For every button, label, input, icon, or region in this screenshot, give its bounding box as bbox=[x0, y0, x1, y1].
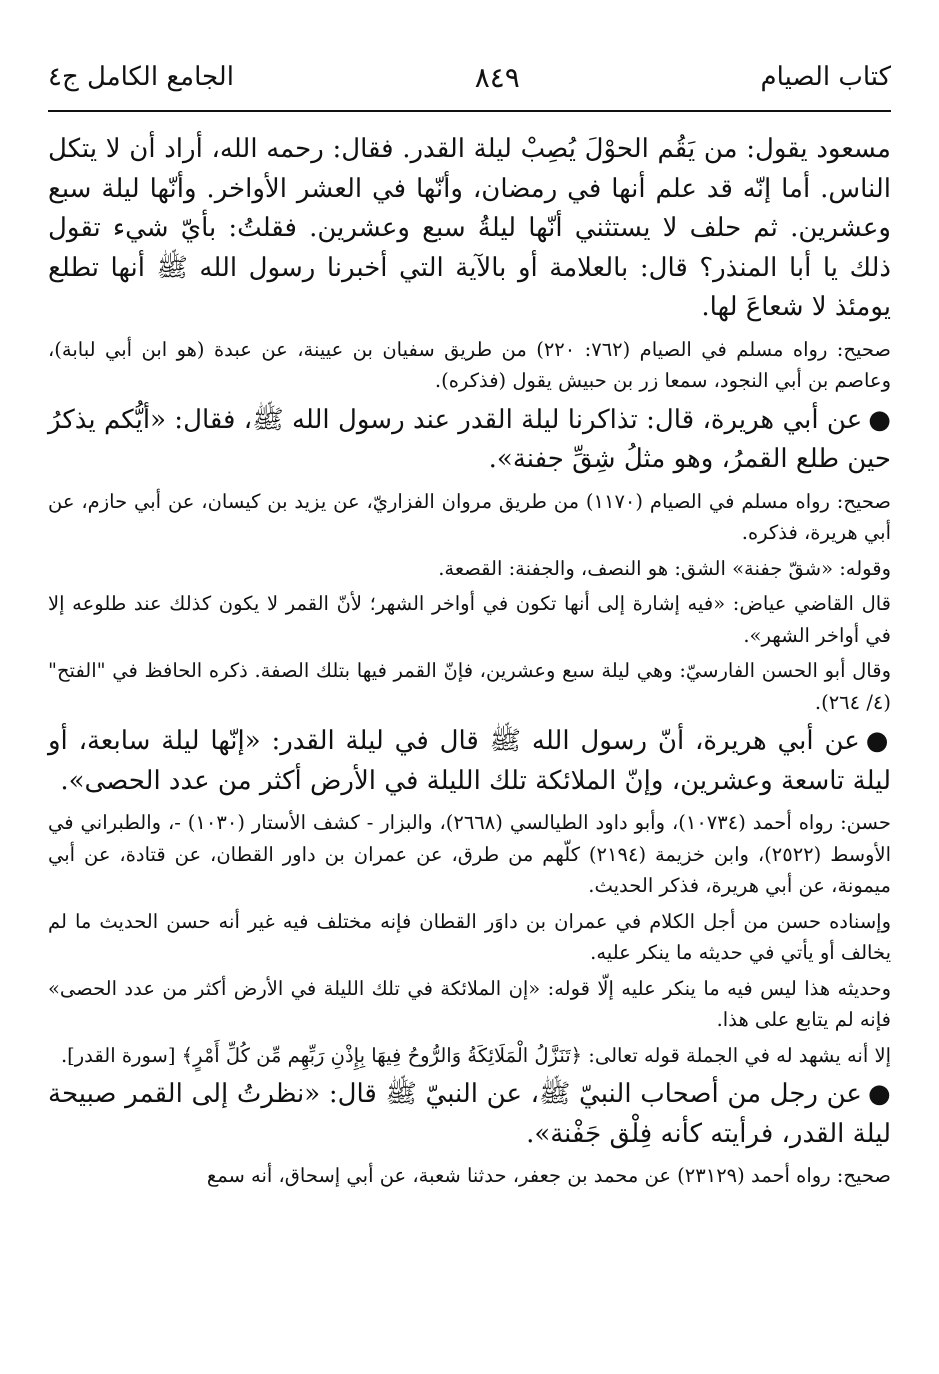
hadith-text: ●عن أبي هريرة، أنّ رسول الله ﷺ قال في ليلة القدر: «إنّها ليلة سابعة، أو ليلة تاسعة وعشرين، وإنّ الملائكة تلك الليلة في الأرض أكثر من عدد الحصى». bbox=[48, 726, 891, 796]
hadith-text: مسعود يقول: من يَقُم الحوْلَ يُصِبْ ليلة القدر. فقال: رحمه الله، أراد أن لا يتكل الناس. أما إنّه قد علم أنها في رمضان، وأنّها في العشر الأواخر. وأنّها ليلة سبع وعشرين. ثم حلف لا يستثني أنّها ليلةُ سبع وعشرين. فقلتُ: بأيّ شيء تقول ذلك يا أبا المنذر؟ قال: بالعلامة أو بالآية التي أخبرنا رسول الله ﷺ أنها تطلع يومئذ لا شعاعَ لها. bbox=[48, 134, 891, 322]
takhrij-note: صحيح: رواه أحمد (٢٣١٢٩) عن محمد بن جعفر، حدثنا شعبة، عن أبي إسحاق، أنه سمع bbox=[206, 1164, 891, 1187]
header-rule bbox=[48, 110, 891, 112]
commentary-note: وإسناده حسن من أجل الكلام في عمران بن داوَر القطان فإنه مختلف فيه غير أنه حسن الحديث ما لم يخالف أو يأتي في حديثه ما ينكر عليه. bbox=[48, 909, 891, 964]
chapter-title: كتاب الصيام bbox=[760, 62, 891, 92]
hadith-text: ●عن أبي هريرة، قال: تذاكرنا ليلة القدر عند رسول الله ﷺ، فقال: «أيُّكم يذكرُ حين طلع القمرُ، وهو مثلُ شِقِّ جفنة». bbox=[48, 404, 891, 474]
bullet-icon: ● bbox=[868, 404, 891, 435]
commentary-note: وقوله: «شقّ جفنة» الشق: هو النصف، والجفنة: القصعة. bbox=[438, 556, 891, 580]
commentary-note: وقال أبو الحسن الفارسيّ: وهي ليلة سبع وعشرين، فإنّ القمر فيها بتلك الصفة. ذكره الحافظ في "الفتح" (٤/ ٢٦٤). bbox=[48, 659, 891, 714]
page-number: ٨٤٩ bbox=[474, 60, 520, 94]
takhrij-note: صحيح: رواه مسلم في الصيام (١١٧٠) من طريق مروان الفزاريّ، عن يزيد بن كيسان، عن أبي حازم، عن أبي هريرة، فذكره. bbox=[48, 489, 891, 544]
commentary-note: وحديثه هذا ليس فيه ما ينكر عليه إلّا قوله: «إن الملائكة في تلك الليلة في الأرض أكثر من عدد الحصى» فإنه لم يتابع على هذا. bbox=[48, 976, 891, 1031]
page-header bbox=[48, 52, 891, 102]
commentary-note: إلا أنه يشهد له في الجملة قوله تعالى: ﴿تَنَزَّلُ الْمَلَائِكَةُ وَالرُّوحُ فِيهَا بِإِذْنِ رَبِّهِم مِّن كُلِّ أَمْرٍ﴾ [سورة القدر]. bbox=[60, 1043, 891, 1067]
hadith-text: ●عن رجل من أصحاب النبيّ ﷺ، عن النبيّ ﷺ قال: «نظرتُ إلى القمر صبيحة ليلة القدر، فرأيته كأنه فِلْق جَفْنة». bbox=[48, 1079, 891, 1149]
takhrij-note: حسن: رواه أحمد (١٠٧٣٤)، وأبو داود الطيالسي (٢٦٦٨)، والبزار - كشف الأستار (١٠٣٠) -، والطبراني في الأوسط (٢٥٢٢)، وابن خزيمة (٢١٩٤) كلّهم من طرق، عن عمران بن داور القطان، عن قتادة، عن أبي ميمونة، عن أبي هريرة، فذكر الحديث. bbox=[48, 811, 891, 897]
commentary-note: قال القاضي عياض: «فيه إشارة إلى أنها تكون في أواخر الشهر؛ لأنّ القمر لا يكون كذلك عند طلوعه إلا في أواخر الشهر». bbox=[48, 592, 891, 647]
bullet-icon: ● bbox=[865, 726, 891, 756]
bullet-icon: ● bbox=[867, 1079, 891, 1109]
book-title: الجامع الكامل ج٤ bbox=[48, 62, 234, 92]
takhrij-note: صحيح: رواه مسلم في الصيام (٧٦٢: ٢٢٠) من طريق سفيان بن عيينة، عن عبدة (هو ابن أبي لبابة)، وعاصم بن أبي النجود، سمعا زر بن حبيش يقول (فذكره). bbox=[48, 337, 891, 392]
page-body bbox=[48, 130, 891, 1196]
